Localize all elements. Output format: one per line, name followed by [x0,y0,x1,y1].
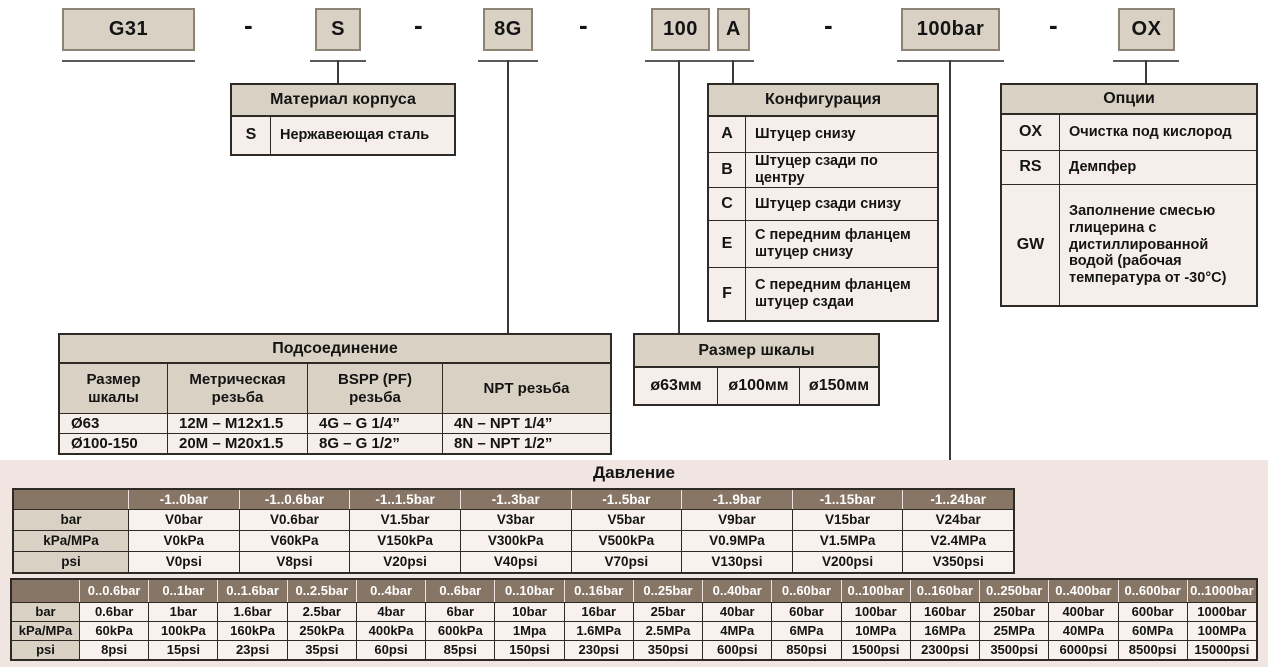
table-cell: F [722,284,732,302]
table-cell: Штуцер сзади по центру [745,153,937,187]
configuration-table [707,83,939,322]
code-separator: - [414,10,423,40]
table-cell: 150psi [494,641,563,659]
table-cell [12,580,79,602]
table-row [1002,150,1256,184]
table-row [709,267,937,320]
table-cell: С передним фланцем штуцер снизу [745,221,937,267]
table-cell: -1..0.6bar [239,490,350,509]
table-cell: 12M – M12x1.5 [167,414,307,433]
table-cell: 4N – NPT 1/4” [442,414,610,433]
table-row [232,117,454,154]
table-cell: 85psi [425,641,494,659]
table-cell: V2.4MPa [902,531,1013,551]
table-cell: -1..24bar [902,490,1013,509]
material-table [230,83,456,156]
table-cell: 0..0.6bar [79,580,148,602]
table-cell: 25MPa [979,622,1048,640]
table-cell: C [721,194,733,212]
table-cell: 1.6bar [217,603,286,621]
table-cell: 25bar [633,603,702,621]
table-cell: B [721,160,733,178]
table-cell: 8G – G 1/2” [307,434,442,453]
code-box-pressure: 100bar [901,8,1000,51]
table-cell: V150kPa [349,531,460,551]
table-cell: 0..16bar [564,580,633,602]
table-row [1002,184,1256,305]
table-cell: -1..15bar [792,490,903,509]
connection-table-body [60,364,610,453]
table-cell: 8N – NPT 1/2” [442,434,610,453]
table-cell: 0..1000bar [1187,580,1256,602]
code-separator: - [244,10,253,40]
table-cell: 1.6MPa [564,622,633,640]
table-cell: 160bar [910,603,979,621]
table-cell: V5bar [571,510,682,530]
table-cell: V60kPa [239,531,350,551]
table-cell: V500kPa [571,531,682,551]
table-cell: 0..250bar [979,580,1048,602]
table-cell: 60MPa [1118,622,1187,640]
table-row [60,364,610,413]
table-cell: 60psi [356,641,425,659]
table-cell: -1..9bar [681,490,792,509]
table-cell: -1..0bar [128,490,239,509]
table-row [709,117,937,152]
table-cell: V0.9MPa [681,531,792,551]
table-cell: 250kPa [287,622,356,640]
table-cell: bar [14,510,128,530]
connector-line-scale [678,60,680,334]
table-cell: 600kPa [425,622,494,640]
table-cell: -1..3bar [460,490,571,509]
table-cell: ø63мм [650,376,702,394]
table-cell: 8psi [79,641,148,659]
table-cell: 600psi [702,641,771,659]
connector-line-material [337,60,339,84]
table-cell: V0psi [128,552,239,572]
configuration-table-body [709,117,937,320]
table-cell: 400kPa [356,622,425,640]
material-table-body [232,117,454,154]
table-row [1002,115,1256,150]
table-cell: 0..6bar [425,580,494,602]
code-separator: - [824,10,833,40]
table-row [12,640,1256,659]
table-row [12,602,1256,621]
table-cell: 1000bar [1187,603,1256,621]
table-cell: V300kPa [460,531,571,551]
connector-line-pressure [949,60,951,487]
table-cell: -1..5bar [571,490,682,509]
table-cell: E [721,234,733,252]
table-cell: 4MPa [702,622,771,640]
table-cell: V15bar [792,510,903,530]
pressure-vacuum-table [12,488,1015,574]
table-cell: 100MPa [1187,622,1256,640]
table-row [14,509,1013,530]
table-cell: Нержавеющая сталь [270,117,454,154]
table-cell: psi [12,641,79,659]
table-cell: 40MPa [1048,622,1117,640]
scale-size-table-title: Размер шкалы [635,335,878,368]
table-cell: V3bar [460,510,571,530]
connector-line-connection [507,60,509,334]
table-cell: 8500psi [1118,641,1187,659]
table-cell: 1Mpa [494,622,563,640]
table-cell: ø100мм [717,368,799,404]
table-cell: 6bar [425,603,494,621]
table-cell: Размер шкалы [86,371,141,406]
material-table-title: Материал корпуса [232,85,454,117]
table-cell: GW [1016,235,1045,253]
table-cell: V40psi [460,552,571,572]
connector-line-options [1145,60,1147,84]
table-cell: 0..400bar [1048,580,1117,602]
table-cell: V0kPa [128,531,239,551]
table-cell: A [721,125,733,143]
table-cell: 40bar [702,603,771,621]
table-cell: 15000psi [1187,641,1256,659]
table-cell: 250bar [979,603,1048,621]
table-cell: 23psi [217,641,286,659]
table-cell [14,490,128,509]
scale-size-table-body [635,368,878,404]
table-cell: V9bar [681,510,792,530]
table-row [60,413,610,433]
connection-table-title: Подсоединение [60,335,610,364]
table-row [709,187,937,220]
table-cell: 16bar [564,603,633,621]
code-separator: - [579,10,588,40]
code-box-configuration: A [717,8,750,51]
table-cell: 2.5bar [287,603,356,621]
table-cell: 0..160bar [910,580,979,602]
table-cell: 0..60bar [771,580,840,602]
table-cell: 600bar [1118,603,1187,621]
table-cell: bar [12,603,79,621]
table-row [14,551,1013,572]
table-cell: -1..1.5bar [349,490,460,509]
table-cell: 1500psi [841,641,910,659]
table-cell: OX [1018,123,1043,141]
table-row [709,152,937,187]
table-cell: 0..25bar [633,580,702,602]
table-cell: 15psi [148,641,217,659]
table-cell: 0..100bar [841,580,910,602]
pressure-gauge-table [10,578,1258,661]
table-cell: 2.5MPa [633,622,702,640]
table-cell: 230psi [564,641,633,659]
table-cell: V200psi [792,552,903,572]
table-cell: Демпфер [1059,151,1256,184]
code-box-scale: 100 [651,8,710,51]
table-cell: 60kPa [79,622,148,640]
table-cell: S [245,126,257,144]
options-table [1000,83,1258,307]
table-cell: 850psi [771,641,840,659]
table-cell: V0bar [128,510,239,530]
table-cell: 60bar [771,603,840,621]
table-cell: 16MPa [910,622,979,640]
table-cell: 4G – G 1/4” [307,414,442,433]
table-row [12,580,1256,602]
table-cell: Метрическая резьба [167,364,307,413]
code-separator: - [1049,10,1058,40]
table-cell: 350psi [633,641,702,659]
table-row [709,220,937,267]
table-row [60,433,610,453]
code-box-connection: 8G [483,8,533,51]
table-cell: ø150мм [799,368,878,404]
table-row [14,530,1013,551]
table-cell: 100bar [841,603,910,621]
table-cell: V70psi [571,552,682,572]
code-box-options: OX [1118,8,1175,51]
table-cell: V1.5MPa [792,531,903,551]
table-cell: kPa/MPa [14,531,128,551]
table-cell: 0..10bar [494,580,563,602]
table-cell: 0..1bar [148,580,217,602]
connector-line-configuration [732,60,734,84]
table-cell: RS [1019,158,1042,176]
table-cell: V20psi [349,552,460,572]
table-cell: Штуцер снизу [745,117,937,152]
table-cell: kPa/MPa [12,622,79,640]
table-cell: 1bar [148,603,217,621]
code-box-series: G31 [62,8,195,51]
table-cell: 20M – M20x1.5 [167,434,307,453]
table-cell: Заполнение смесью глицерина с дистиллированной водой (рабочая температура от -30°C) [1059,185,1256,305]
table-cell: NPT резьба [442,364,610,413]
table-cell: Ø63 [71,414,100,432]
options-table-body [1002,115,1256,305]
table-cell: V24bar [902,510,1013,530]
table-cell: 0..600bar [1118,580,1187,602]
table-cell: BSPP (PF) резьба [307,364,442,413]
code-box-material: S [315,8,361,51]
table-cell: 0..4bar [356,580,425,602]
table-cell: 6MPa [771,622,840,640]
table-cell: С передним фланцем штуцер сздаи [745,268,937,320]
table-cell: 10MPa [841,622,910,640]
table-row [12,621,1256,640]
options-table-title: Опции [1002,85,1256,115]
table-cell: V350psi [902,552,1013,572]
table-cell: V1.5bar [349,510,460,530]
underline-rule-series [62,60,195,62]
table-cell: V0.6bar [239,510,350,530]
table-cell: Штуцер сзади снизу [745,188,937,220]
connection-table [58,333,612,455]
table-cell: 100kPa [148,622,217,640]
table-cell: 400bar [1048,603,1117,621]
table-cell: V8psi [239,552,350,572]
table-cell: 0.6bar [79,603,148,621]
scale-size-table [633,333,880,406]
table-cell: 6000psi [1048,641,1117,659]
table-cell: Ø100-150 [71,434,138,452]
configuration-table-title: Конфигурация [709,85,937,117]
table-cell: 10bar [494,603,563,621]
pressure-section-title: Давление [593,463,675,482]
table-cell: 160kPa [217,622,286,640]
table-cell: 0..1.6bar [217,580,286,602]
table-cell: 2300psi [910,641,979,659]
table-cell: 0..2.5bar [287,580,356,602]
table-row [635,368,878,404]
table-cell: 4bar [356,603,425,621]
table-cell: Очистка под кислород [1059,115,1256,150]
table-row [14,490,1013,509]
table-cell: V130psi [681,552,792,572]
table-cell: 3500psi [979,641,1048,659]
table-cell: psi [14,552,128,572]
table-cell: 0..40bar [702,580,771,602]
table-cell: 35psi [287,641,356,659]
